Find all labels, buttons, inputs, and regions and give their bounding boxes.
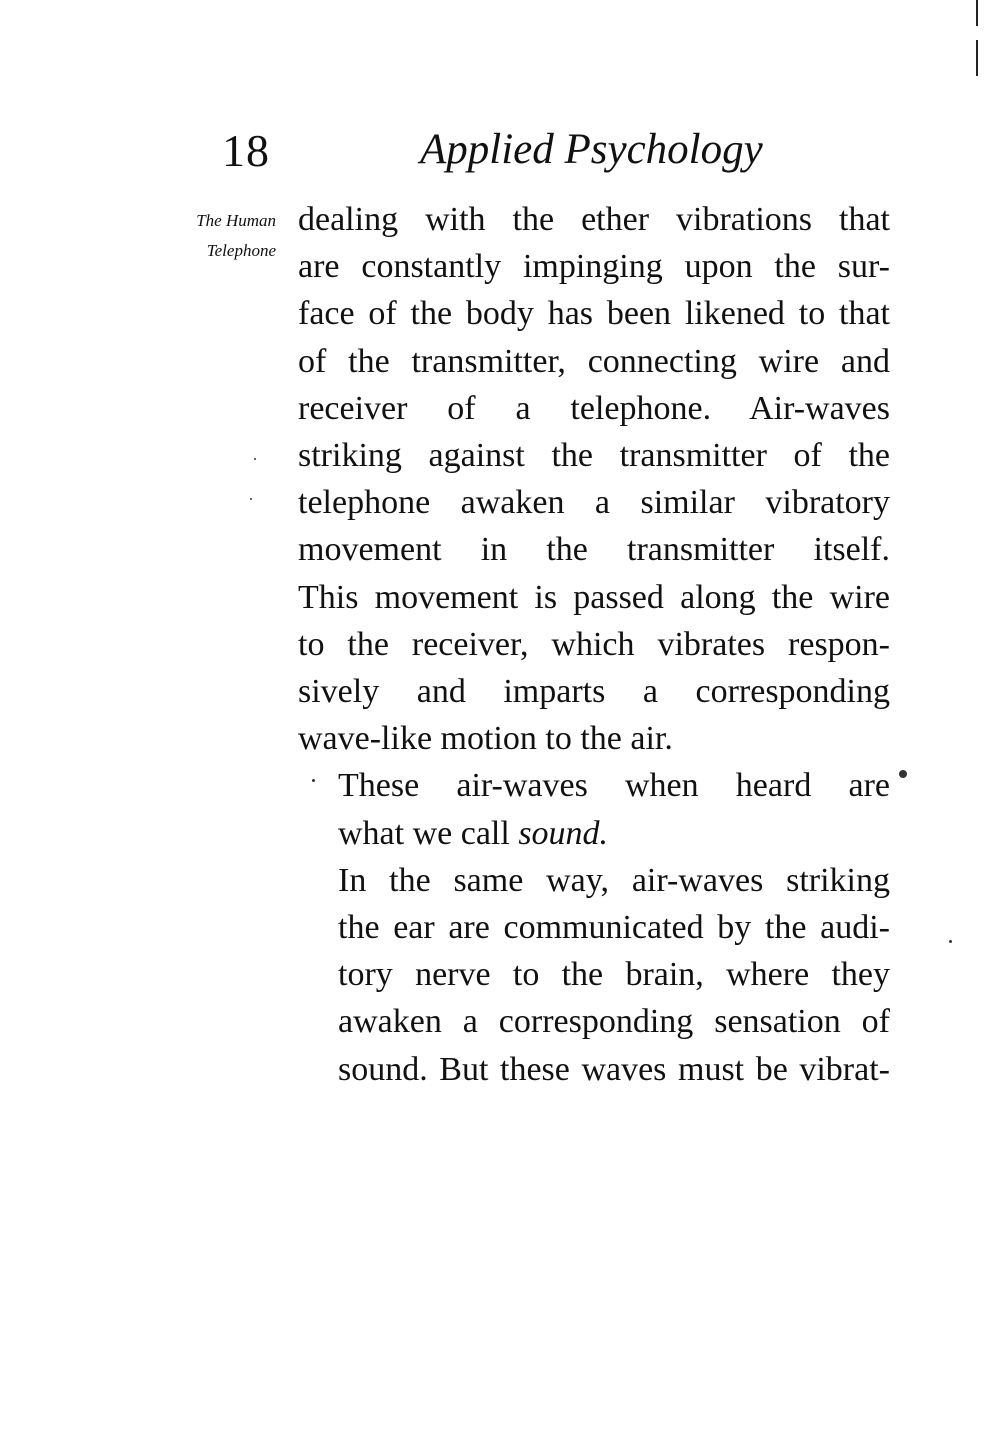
- margin-note: [140, 206, 276, 266]
- text-line: telephone awaken a similar vibratory: [298, 484, 890, 522]
- text-line: In the same way, air-waves striking: [338, 861, 890, 899]
- paragraph-1: [298, 196, 890, 762]
- scan-speck: [250, 498, 252, 500]
- text-line: movement in the transmitter itself.: [298, 531, 890, 569]
- body-text: [298, 196, 890, 1093]
- text-line: These air-waves when heard are: [338, 767, 890, 805]
- text-segment: what we call: [338, 814, 519, 852]
- running-title: Applied Psychology: [420, 126, 763, 173]
- text-line: awaken a corresponding sensation of: [338, 1003, 890, 1041]
- text-line: [298, 810, 890, 857]
- paragraph-3: [298, 857, 890, 1093]
- margin-note-line: The Human: [196, 211, 276, 230]
- text-line: are constantly impinging upon the sur-: [298, 248, 890, 286]
- scan-speck: [899, 770, 907, 778]
- text-line: This movement is passed along the wire: [298, 578, 890, 616]
- scan-edge-mark: [976, 0, 978, 26]
- text-line: receiver of a telephone. Air-waves: [298, 389, 890, 427]
- margin-note-line: Telephone: [206, 241, 276, 260]
- scan-speck: [949, 940, 952, 943]
- text-line: the ear are communicated by the audi-: [338, 909, 890, 947]
- scan-edge-mark: [976, 40, 978, 76]
- text-line: sively and imparts a corresponding: [298, 673, 890, 711]
- text-line: tory nerve to the brain, where they: [338, 956, 890, 994]
- text-line: face of the body has been likened to that: [298, 295, 890, 333]
- text-line: sound. But these waves must be vibrat-: [338, 1050, 890, 1088]
- text-line: striking against the transmitter of the: [298, 437, 890, 475]
- text-line: to the receiver, which vibrates respon-: [298, 625, 890, 663]
- text-line: dealing with the ether vibrations that: [298, 201, 890, 238]
- text-line: of the transmitter, connecting wire and: [298, 342, 890, 380]
- scan-speck: [254, 458, 256, 460]
- paragraph-2: [298, 762, 890, 856]
- text-line: wave-like motion to the air.: [298, 720, 673, 758]
- page-number: 18: [222, 125, 270, 176]
- scan-speck: [312, 779, 315, 782]
- emphasized-word: sound.: [518, 814, 609, 852]
